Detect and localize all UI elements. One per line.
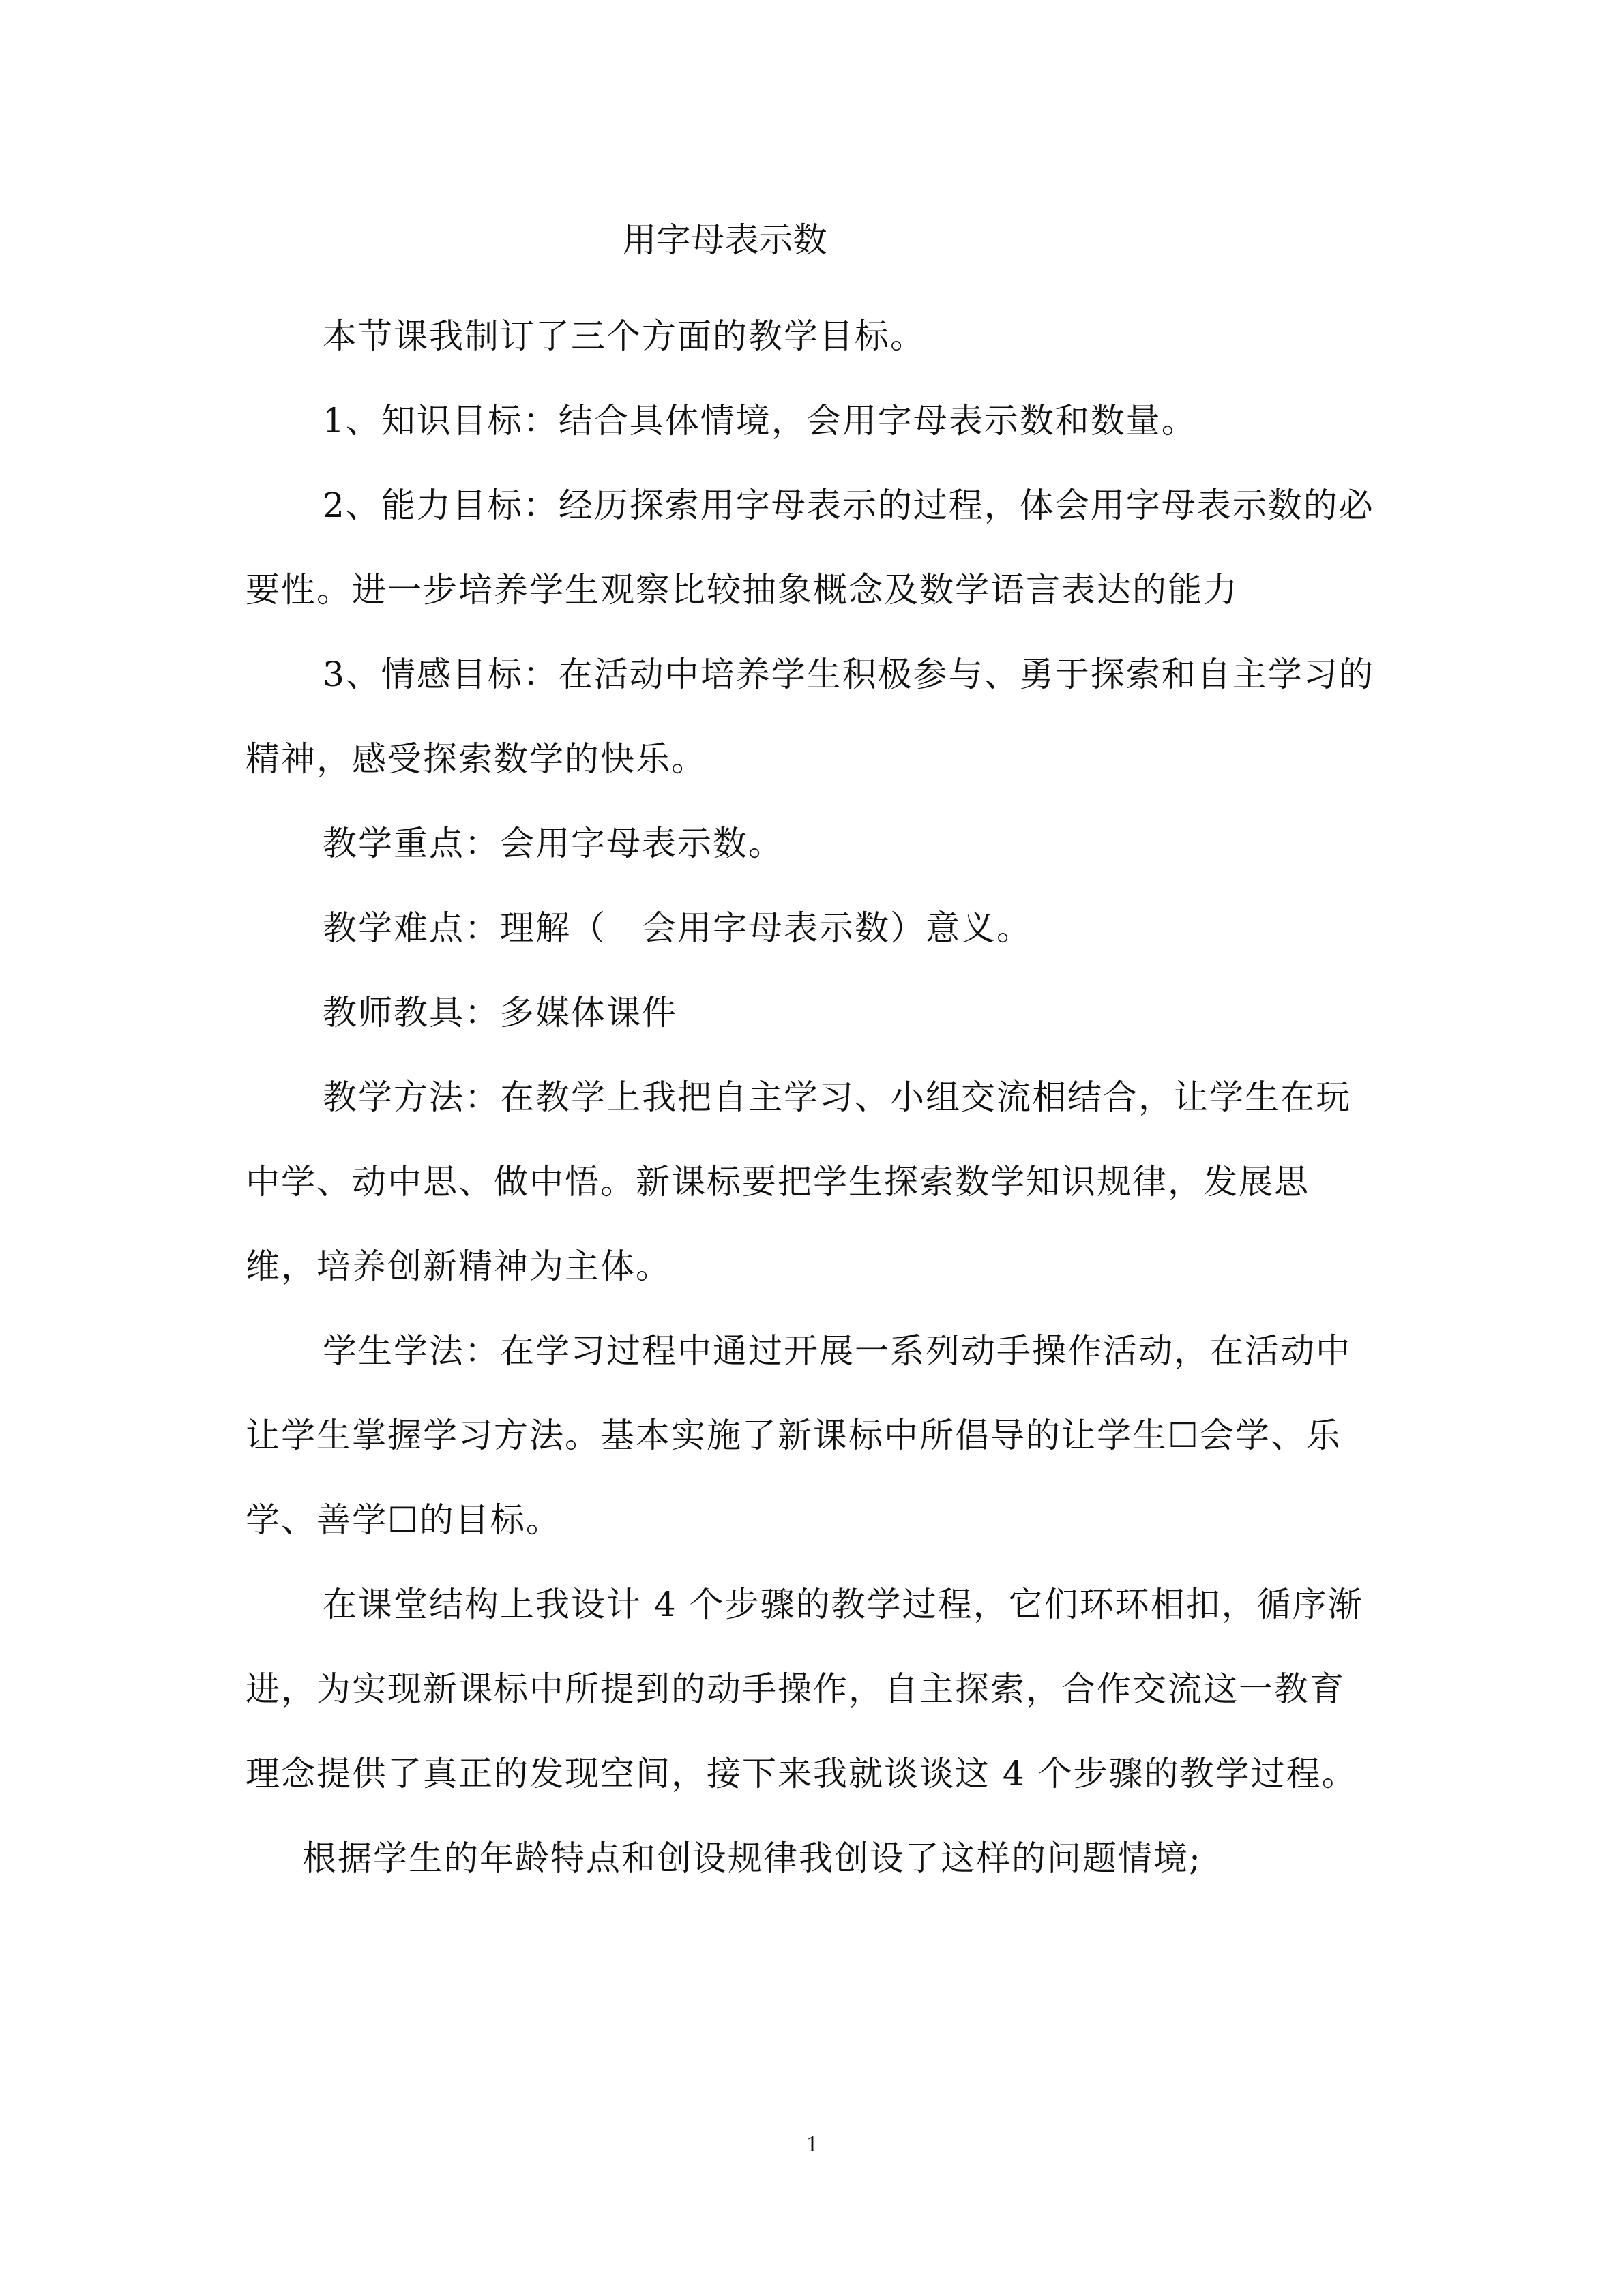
paragraph-emotion-goal: 3、情感目标：在活动中培养学生积极参与、勇于探索和自主学习的精神，感受探索数学的快乐。 bbox=[246, 655, 1374, 779]
paragraph-problem-situation: 根据学生的年龄特点和创设规律我创设了这样的问题情境; bbox=[302, 1838, 1202, 1878]
document-body bbox=[246, 294, 1378, 1900]
paragraph-learning-method: 学生学法：在学习过程中通过开展一系列动手操作活动，在活动中让学生掌握学习方法。基本实施了新课标中所倡导的让学生☐会学、乐学、善学☐的目标。 bbox=[246, 1331, 1351, 1540]
paragraph-teaching-aids: 教师教具：多媒体课件 bbox=[323, 993, 677, 1032]
paragraph-difficult-point: 教学难点：理解（ 会用字母表示数）意义。 bbox=[323, 908, 1032, 948]
paragraph-intro: 本节课我制订了三个方面的教学目标。 bbox=[323, 316, 926, 356]
page-number: 1 bbox=[806, 2132, 818, 2157]
paragraph-ability-goal: 2、能力目标：经历探索用字母表示的过程，体会用字母表示数的必要性。进一步培养学生观察比较抽象概念及数学语言表达的能力 bbox=[246, 486, 1374, 610]
paragraph-class-structure: 在课堂结构上我设计 4 个步骤的教学过程，它们环环相扣，循序渐进，为实现新课标中所提到的动手操作，自主探索，合作交流这一教育理念提供了真正的发现空间，接下来我就谈谈这 4 个步骤的教学过程。 bbox=[246, 1585, 1363, 1793]
paragraph-knowledge-goal: 1、知识目标：结合具体情境，会用字母表示数和数量。 bbox=[323, 401, 1197, 441]
document-title: 用字母表示数 bbox=[622, 220, 827, 260]
paragraph-teaching-method: 教学方法：在教学上我把自主学习、小组交流相结合，让学生在玩中学、动中思、做中悟。新课标要把学生探索数学知识规律，发展思维，培养创新精神为主体。 bbox=[246, 1077, 1351, 1286]
paragraph-key-point: 教学重点：会用字母表示数。 bbox=[323, 824, 784, 863]
